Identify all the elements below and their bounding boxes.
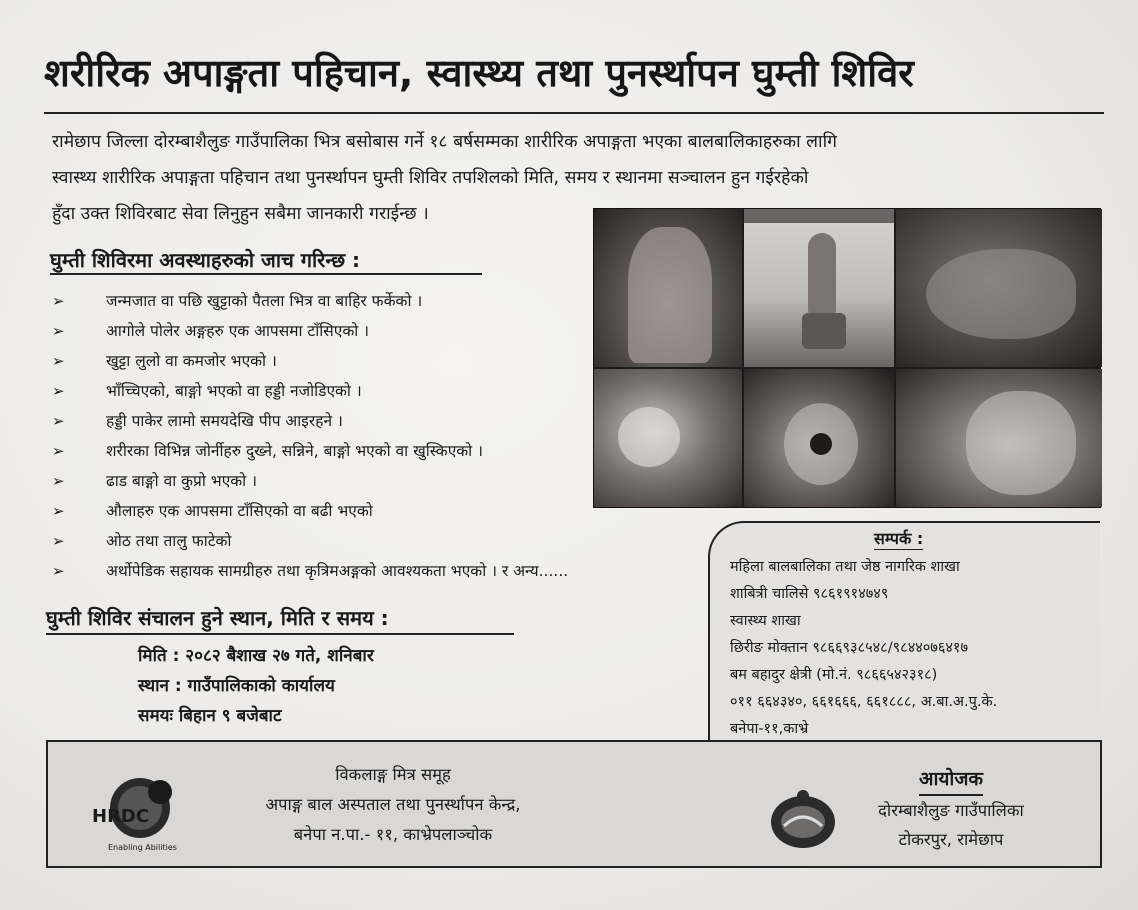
list-item bbox=[52, 286, 682, 316]
location-heading-text: घुम्ती शिविर संचालन हुने स्थान, मिति र समय : bbox=[46, 606, 389, 630]
contact-line: बनेपा-११,काभ्रे bbox=[730, 721, 809, 737]
arrow-bullet-icon: ➢ bbox=[52, 472, 65, 490]
heading-underline bbox=[50, 273, 482, 275]
title-divider bbox=[44, 112, 1104, 114]
organizer-line: दोरम्बाशैलुङ गाउँपालिका bbox=[878, 801, 1024, 820]
photo-cleft-lip bbox=[744, 369, 894, 507]
photo-clubfoot bbox=[594, 369, 742, 507]
arrow-bullet-icon: ➢ bbox=[52, 502, 65, 520]
poster-title: शरीरिक अपाङ्गता पहिचान, स्वास्थ्य तथा पुनर्स्थापन घुम्ती शिविर bbox=[44, 51, 914, 95]
intro-line: रामेछाप जिल्ला दोरम्बाशैलुङ गाउँपालिका भित्र बसोबास गर्ने १८ बर्षसम्मका शारीरिक अपाङ्गता भएका बालबालिकाहरुका लागि bbox=[52, 132, 837, 152]
partner-organization bbox=[208, 760, 578, 850]
intro-line: स्वास्थ्य शारीरिक अपाङ्गता पहिचान तथा पुनर्स्थापन घुम्ती शिविर तपशिलको मिति, समय र स्थानमा सञ्चालन हुन गईरहेको bbox=[52, 168, 809, 188]
heading-underline bbox=[46, 633, 514, 635]
condition-text: भाँच्चिएको, बाङ्गो भएको वा हड्डी नजोडिएको । bbox=[106, 382, 362, 400]
list-item bbox=[52, 346, 682, 376]
arrow-bullet-icon: ➢ bbox=[52, 292, 65, 310]
photo-foot-deformity bbox=[896, 369, 1102, 507]
list-item bbox=[52, 466, 682, 496]
contact-line: बम बहादुर क्षेत्री (मो.नं. ९८६६५४२३१८) bbox=[730, 667, 938, 683]
condition-text: हड्डी पाकेर लामो समयदेखि पीप आइरहने । bbox=[106, 412, 343, 430]
condition-text: ओठ तथा तालु फाटेको bbox=[106, 532, 232, 550]
hrdc-tagline: Enabling Abilities bbox=[108, 843, 177, 852]
condition-text: ढाड बाङ्गो वा कुप्रो भएको । bbox=[106, 472, 257, 490]
conditions-list bbox=[52, 286, 682, 586]
contact-line: शाबित्री चालिसे ९८६१९१४७४९ bbox=[730, 586, 889, 602]
footer-panel bbox=[46, 740, 1102, 868]
camp-date: मिति : २०८२ बैशाख २७ गते, शनिबार bbox=[138, 646, 374, 666]
contact-title-underline bbox=[874, 549, 923, 550]
condition-text: अर्थोपेडिक सहायक सामग्रीहरु तथा कृत्रिमअङ्गको आवश्यकता भएको । र अन्य...... bbox=[106, 562, 569, 580]
hrdc-logo-icon bbox=[78, 762, 198, 854]
hrdc-logo-letters: HRDC bbox=[92, 806, 150, 827]
photo-child-walking bbox=[744, 209, 894, 367]
camp-place: स्थान : गाउँपालिकाको कार्यालय bbox=[138, 676, 335, 696]
arrow-bullet-icon: ➢ bbox=[52, 382, 65, 400]
contact-title bbox=[874, 527, 923, 549]
photo-hand-deformity bbox=[896, 209, 1102, 367]
arrow-bullet-icon: ➢ bbox=[52, 412, 65, 430]
list-item bbox=[52, 556, 682, 586]
condition-text: खुट्टा लुलो वा कमजोर भएको । bbox=[106, 352, 277, 370]
intro-line: हुँदा उक्त शिविरबाट सेवा लिनुहुन सबैमा जानकारी गराईन्छ । bbox=[52, 204, 429, 224]
organizer-block bbox=[844, 764, 1058, 854]
contact-lines bbox=[730, 554, 1095, 743]
contact-line: ०११ ६६४३४०, ६६१६६६, ६६१८८८, अ.बा.अ.पु.के. bbox=[730, 694, 998, 710]
contact-title-text: सम्पर्क : bbox=[874, 529, 924, 548]
list-item bbox=[52, 436, 682, 466]
condition-text: जन्मजात वा पछि खुट्टाको पैतला भित्र वा बाहिर फर्केको । bbox=[106, 292, 423, 310]
org-line: बनेपा न.पा.- ११, काभ्रेपलाञ्चोक bbox=[293, 825, 493, 844]
contact-line: छिरीङ मोक्तान ९८६६९३८५४८/९८४४०७६४१७ bbox=[730, 640, 969, 656]
condition-text: औलाहरु एक आपसमा टाँसिएको वा बढी भएको bbox=[106, 502, 373, 520]
condition-text: आगोले पोलेर अङ्गहरु एक आपसमा टाँसिएको । bbox=[106, 322, 370, 340]
conditions-heading bbox=[50, 246, 360, 273]
org-line: विकलाङ्ग मित्र समूह bbox=[335, 765, 451, 784]
list-item bbox=[52, 496, 682, 526]
organizer-line: टोकरपुर, रामेछाप bbox=[898, 830, 1004, 849]
arrow-bullet-icon: ➢ bbox=[52, 562, 65, 580]
condition-text: शरीरका विभिन्न जोर्नीहरु दुख्ने, सन्निने, बाङ्गो भएको वा खुस्किएको । bbox=[106, 442, 484, 460]
camp-details bbox=[138, 641, 538, 731]
contact-line: स्वास्थ्य शाखा bbox=[730, 613, 801, 629]
list-item bbox=[52, 376, 682, 406]
list-item bbox=[52, 406, 682, 436]
contact-box bbox=[708, 521, 1100, 741]
contact-line: महिला बालबालिका तथा जेष्ठ नागरिक शाखा bbox=[730, 559, 960, 575]
arrow-bullet-icon: ➢ bbox=[52, 322, 65, 340]
arrow-bullet-icon: ➢ bbox=[52, 532, 65, 550]
photo-collage bbox=[593, 208, 1101, 508]
organizer-label: आयोजक bbox=[919, 764, 983, 796]
arrow-bullet-icon: ➢ bbox=[52, 352, 65, 370]
conditions-heading-text: घुम्ती शिविरमा अवस्थाहरुको जाच गरिन्छ : bbox=[50, 248, 361, 272]
camp-time: समयः बिहान ९ बजेबाट bbox=[138, 706, 282, 726]
org-line: अपाङ्ग बाल अस्पताल तथा पुनर्स्थापन केन्द्र, bbox=[265, 795, 521, 814]
arrow-bullet-icon: ➢ bbox=[52, 442, 65, 460]
location-heading bbox=[46, 604, 389, 631]
list-item bbox=[52, 526, 682, 556]
photo-spine-deformity bbox=[594, 209, 742, 367]
nepal-emblem-icon bbox=[766, 786, 840, 852]
list-item bbox=[52, 316, 682, 346]
